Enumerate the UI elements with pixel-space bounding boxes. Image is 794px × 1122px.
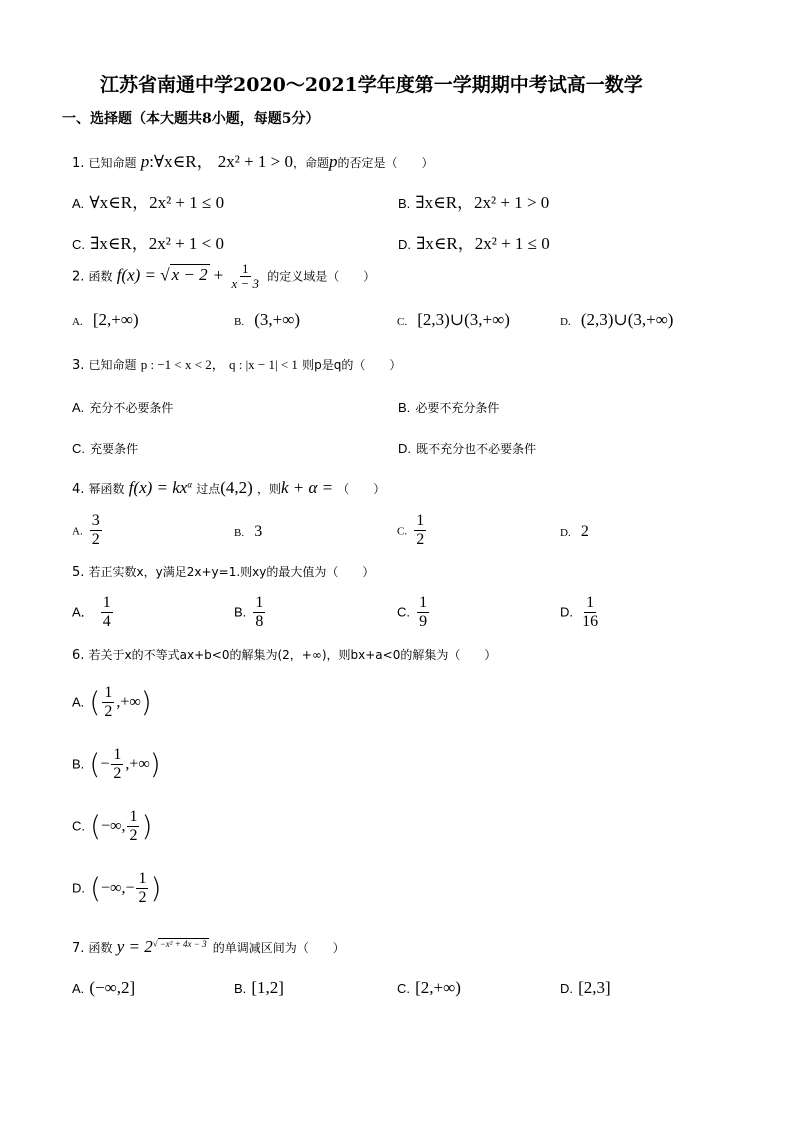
q7-option-b[interactable]: B. [1,2] (234, 978, 284, 997)
question-number: 1. (72, 156, 85, 171)
q3-option-a[interactable]: A. 充分不必要条件 (72, 400, 174, 415)
q4-option-c[interactable]: C. $\frac{1}{2}$ (397, 512, 425, 548)
q2-option-d[interactable]: D. (2,3)∪(3,+∞) (560, 310, 674, 329)
section-heading: 一、选择题（本大题共8小题，每题5分） (62, 111, 320, 127)
q5-option-d[interactable]: D. $\frac{1}{16}$ (560, 594, 599, 630)
q2-option-b[interactable]: B. (3,+∞) (234, 310, 301, 329)
q1-option-b[interactable]: B. ∃x∈R，2x² + 1 > 0 (398, 193, 550, 212)
question-4: 4. 幂函数 $f(x) = kx^\alpha$ 过点(4,2) ，则k + α = （ ） (72, 478, 386, 497)
fraction: $\frac{1}{2}$ (416, 512, 425, 548)
question-2: 2. 函数 f(x) = √ x − 2 + $\frac{1}{x - 3}$ 的定义域是（ ） (72, 261, 376, 292)
fraction: $\frac{1}{x - 3}$ (231, 261, 260, 292)
question-7: 7. 函数 $y = 2^{√ -x^2 + 4x - 3}$ 的单调减区间为（ ） (72, 937, 345, 956)
q6-option-b[interactable]: B. (− $\frac{1}{2}$ ,+∞) (72, 746, 161, 782)
fraction: $\frac{1}{2}$ (129, 808, 138, 844)
q5-option-b[interactable]: B. $\frac{1}{8}$ (234, 594, 264, 630)
fraction: $\frac{1}{2}$ (138, 870, 147, 906)
q6-option-a[interactable]: A. ( $\frac{1}{2}$ ,+∞) (72, 684, 152, 720)
fraction: $\frac{1}{16}$ (582, 594, 599, 630)
q3-option-b[interactable]: B. 必要不充分条件 (398, 400, 500, 415)
question-6: 6. 若关于x的不等式ax+b<0的解集为(2，+∞)，则bx+a<0的解集为（ ） (72, 648, 497, 663)
q7-option-d[interactable]: D. [2,3] (560, 978, 611, 997)
question-3: 3. 已知命题 p : −1 < x < 2， q : |x − 1| < 1 则p是q的（ ） (72, 357, 402, 373)
q2-option-a[interactable]: A. [2,+∞) (72, 310, 139, 329)
q6-option-d[interactable]: D. (−∞,− $\frac{1}{2}$ ) (72, 870, 162, 906)
q5-option-c[interactable]: C. $\frac{1}{9}$ (397, 594, 428, 630)
q5-option-a[interactable]: A． $\frac{1}{4}$ (72, 594, 111, 630)
q1-option-a[interactable]: A. ∀x∈R，2x² + 1 ≤ 0 (72, 193, 225, 212)
q6-option-c[interactable]: C. (−∞, $\frac{1}{2}$ ) (72, 808, 153, 844)
q1-option-c[interactable]: C. ∃x∈R，2x² + 1 < 0 (72, 234, 225, 253)
fraction: $\frac{1}{4}$ (102, 594, 111, 630)
q7-option-c[interactable]: C. [2,+∞) (397, 978, 461, 997)
q1-option-d[interactable]: D. ∃x∈R，2x² + 1 ≤ 0 (398, 234, 550, 253)
q2-option-c[interactable]: C. [2,3)∪(3,+∞) (397, 310, 510, 329)
fraction: $\frac{1}{2}$ (113, 746, 122, 782)
fraction: $\frac{1}{8}$ (255, 594, 264, 630)
fraction: $\frac{1}{2}$ (104, 684, 113, 720)
fraction: $\frac{1}{9}$ (419, 594, 428, 630)
q3-option-d[interactable]: D. 既不充分也不必要条件 (398, 441, 537, 456)
q4-option-d[interactable]: D. 2 (560, 523, 589, 540)
q4-option-a[interactable]: A. $\frac{3}{2}$ (72, 512, 100, 548)
page-title: 江苏省南通中学2020～2021学年度第一学期期中考试高一数学 (100, 74, 643, 96)
q7-option-a[interactable]: A. (−∞,2] (72, 978, 136, 997)
question-5: 5. 若正实数x，y满足2x+y=1.则xy的最大值为（ ） (72, 565, 375, 580)
fraction: $\frac{3}{2}$ (91, 512, 100, 548)
q4-option-b[interactable]: B. 3 (234, 523, 263, 540)
question-1: 1. 已知命题 p:∀x∈R， 2x² + 1 > 0，命题p的否定是（ ） (72, 152, 434, 171)
q3-option-c[interactable]: C. 充要条件 (72, 441, 139, 456)
